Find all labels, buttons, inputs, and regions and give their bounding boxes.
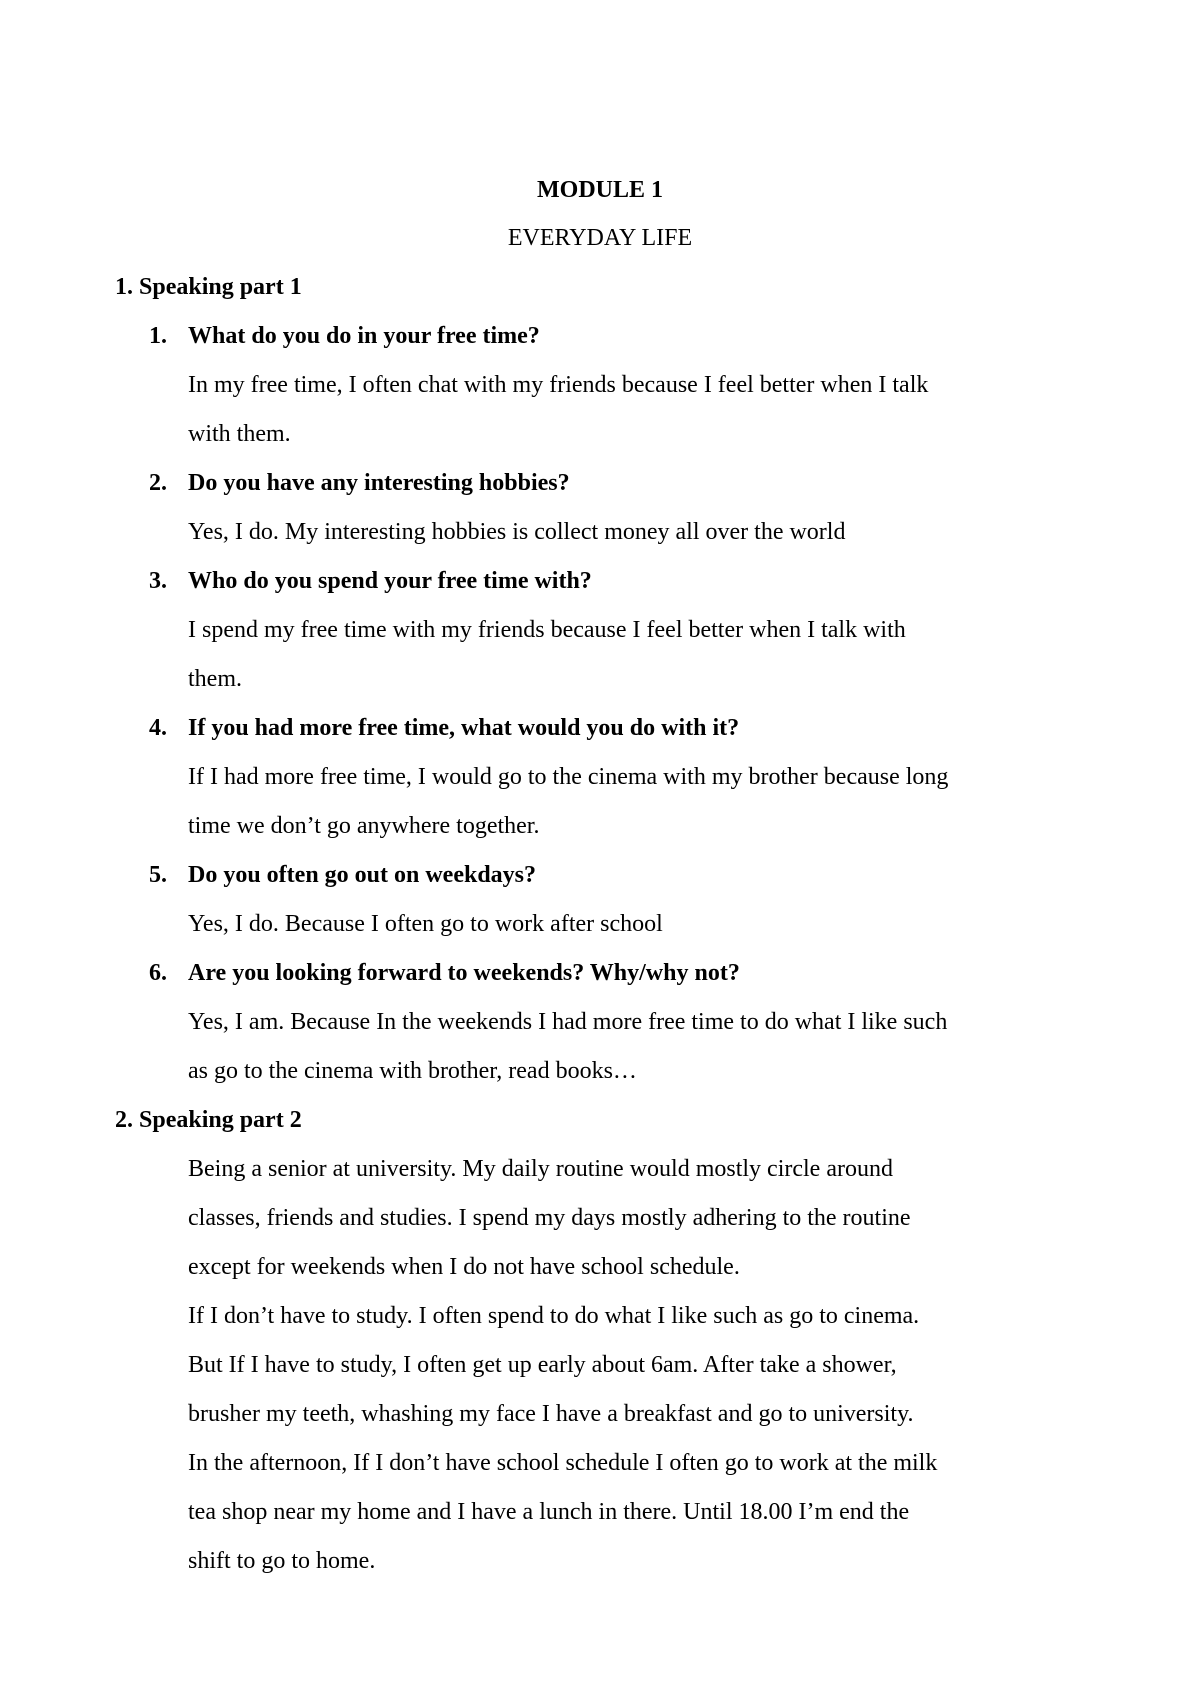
- paragraph-line: In the afternoon, If I don’t have school schedule I often go to work at the milk: [188, 1450, 938, 1476]
- section-heading-part2: 2. Speaking part 2: [115, 1107, 302, 1133]
- paragraph-line: except for weekends when I do not have school schedule.: [188, 1254, 740, 1280]
- answer-line: Yes, I am. Because In the weekends I had more free time to do what I like such: [188, 1009, 948, 1035]
- answer-line: with them.: [188, 421, 291, 447]
- paragraph-line: Being a senior at university. My daily routine would mostly circle around: [188, 1156, 893, 1182]
- answer-line: Yes, I do. My interesting hobbies is collect money all over the world: [188, 519, 846, 545]
- question-text: What do you do in your free time?: [188, 323, 540, 349]
- paragraph-line: But If I have to study, I often get up early about 6am. After take a shower,: [188, 1352, 897, 1378]
- question-text: Are you looking forward to weekends? Why/why not?: [188, 960, 740, 986]
- paragraph-line: classes, friends and studies. I spend my days mostly adhering to the routine: [188, 1205, 911, 1231]
- answer-line: Yes, I do. Because I often go to work after school: [188, 911, 663, 937]
- answer-line: If I had more free time, I would go to the cinema with my brother because long: [188, 764, 949, 790]
- paragraph-line: shift to go to home.: [188, 1548, 376, 1574]
- question-text: Do you have any interesting hobbies?: [188, 470, 570, 496]
- question-text: Do you often go out on weekdays?: [188, 862, 537, 888]
- question-number: 5.: [149, 862, 167, 888]
- question-number: 6.: [149, 960, 167, 986]
- paragraph-line: If I don’t have to study. I often spend to do what I like such as go to cinema.: [188, 1303, 920, 1329]
- question-text: If you had more free time, what would you do with it?: [188, 715, 740, 741]
- question-number: 3.: [149, 568, 167, 594]
- answer-line: In my free time, I often chat with my friends because I feel better when I talk: [188, 372, 929, 398]
- question-number: 4.: [149, 715, 167, 741]
- module-title: MODULE 1: [537, 177, 663, 203]
- answer-line: as go to the cinema with brother, read books…: [188, 1058, 637, 1084]
- section-heading-part1: 1. Speaking part 1: [115, 274, 302, 300]
- answer-line: I spend my free time with my friends because I feel better when I talk with: [188, 617, 906, 643]
- question-text: Who do you spend your free time with?: [188, 568, 592, 594]
- question-number: 2.: [149, 470, 167, 496]
- paragraph-line: tea shop near my home and I have a lunch in there. Until 18.00 I’m end the: [188, 1499, 910, 1525]
- module-subtitle: EVERYDAY LIFE: [507, 225, 693, 251]
- paragraph-line: brusher my teeth, whashing my face I have a breakfast and go to university.: [188, 1401, 914, 1427]
- answer-line: them.: [188, 666, 242, 692]
- answer-line: time we don’t go anywhere together.: [188, 813, 540, 839]
- question-number: 1.: [149, 323, 167, 349]
